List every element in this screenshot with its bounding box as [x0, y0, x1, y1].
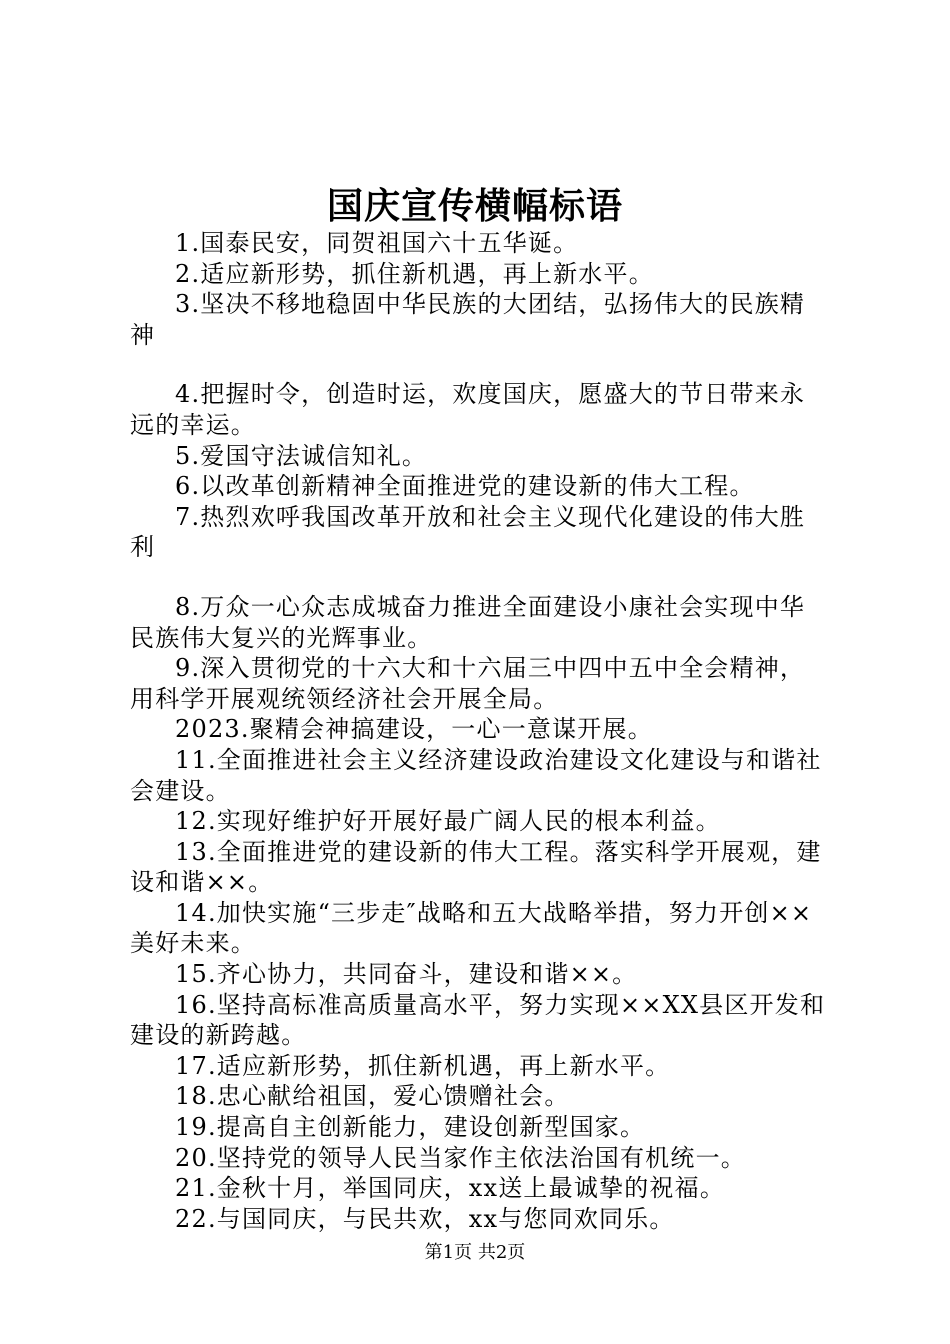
document-title: 国庆宣传横幅标语 — [326, 185, 623, 227]
slogan-item-15: 15.齐心协力，共同奋斗，建设和谐××。 — [175, 960, 638, 989]
slogan-item-7: 7.热烈欢呼我国改革开放和社会主义现代化建设的伟大胜利 — [130, 502, 806, 562]
slogan-item-22: 22.与国同庆，与民共欢，xx与您同欢同乐。 — [175, 1204, 675, 1233]
slogan-item-17: 17.适应新形势，抓住新机遇，再上新水平。 — [175, 1051, 671, 1080]
slogan-list — [130, 228, 830, 1234]
slogan-item-18: 18.忠心献给祖国，爱心馈赠社会。 — [175, 1082, 570, 1111]
slogan-item-14: 14.加快实施“三步走″战略和五大战略举措，努力开创××美好未来。 — [130, 898, 813, 958]
slogan-item-20: 20.坚持党的领导人民当家作主依法治国有机统一。 — [175, 1143, 746, 1172]
slogan-item-4: 4.把握时令，创造时运，欢度国庆，愿盛大的节日带来永远的幸运。 — [130, 380, 806, 439]
slogan-item-9: 9.深入贯彻党的十六大和十六届三中四中五中全会精神，用科学开展观统领经济社会开展全局。 — [130, 654, 806, 713]
slogan-item-21: 21.金秋十月，举国同庆，xx送上最诚挚的祝福。 — [175, 1174, 726, 1203]
slogan-item-16: 16.坚持高标准高质量高水平，努力实现××XX县区开发和建设的新跨越。 — [130, 990, 826, 1050]
slogan-item-8: 8.万众一心众志成城奋力推进全面建设小康社会实现中华民族伟大复兴的光辉事业。 — [130, 592, 806, 652]
slogan-item-3: 3.坚决不移地稳固中华民族的大团结，弘扬伟大的民族精神 — [130, 290, 806, 349]
slogan-item-6: 6.以改革创新精神全面推进党的建设新的伟大工程。 — [175, 472, 755, 501]
slogan-item-1: 1.国泰民安，同贺祖国六十五华诞。 — [175, 229, 579, 257]
slogan-item-2: 2.适应新形势，抓住新机遇，再上新水平。 — [175, 259, 654, 288]
slogan-item-10: 2023.聚精会神搞建设，一心一意谋开展。 — [175, 715, 653, 744]
slogan-item-5: 5.爱国守法诚信知礼。 — [175, 441, 428, 470]
slogan-item-12: 12.实现好维护好开展好最广阔人民的根本利益。 — [175, 807, 721, 836]
slogan-item-11: 11.全面推进社会主义经济建设政治建设文化建设与和谐社会建设。 — [130, 745, 822, 805]
slogan-item-19: 19.提高自主创新能力，建设创新型国家。 — [175, 1113, 646, 1142]
page-footer: 第1页 共2页 — [424, 1242, 526, 1263]
slogan-item-13: 13.全面推进党的建设新的伟大工程。落实科学开展观，建设和谐××。 — [130, 837, 822, 897]
